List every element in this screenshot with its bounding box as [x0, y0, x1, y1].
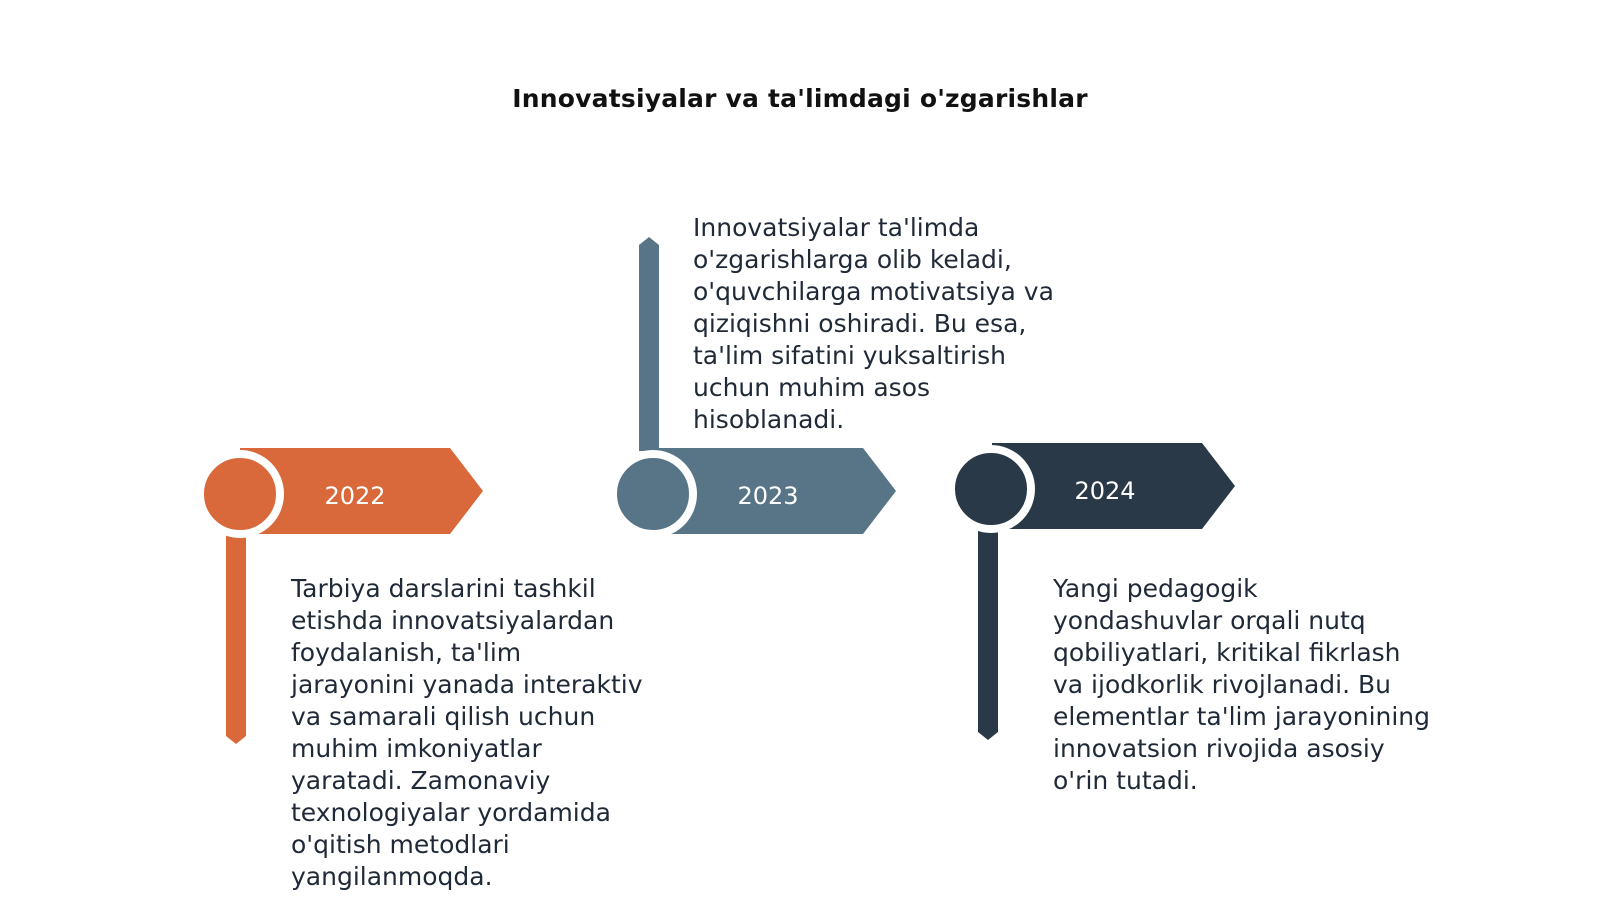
milestone-description: Innovatsiyalar ta'limda o'zgarishlarga olib keladi, o'quvchilarga motivatsiya va qiziqishni oshiradi. Bu esa, ta'lim sifatini yuksaltirish uchun muhim asos hisoblanadi. [693, 213, 1054, 434]
milestone-description: Tarbiya darslarini tashkil etishda innovatsiyalardan foydalanish, ta'lim jarayonini yanada interaktiv va samarali qilish uchun muhim imkoniyatlar yaratadi. Zamonaviy texnologiyalar yordamida o'qitish metodlari yangilanmoqda. [291, 574, 643, 891]
page-title: Innovatsiyalar va ta'limdagi o'zgarishlar [512, 84, 1088, 113]
milestone-stem [638, 237, 660, 451]
milestone-stem [225, 520, 247, 746]
year-label: 2023 [737, 482, 799, 510]
milestone-dot [609, 450, 697, 538]
milestone-description: Yangi pedagogik yondashuvlar orqali nutq qobiliyatlari, kritikal fikrlash va ijodkorlik rivojlanadi. Bu elementlar ta'lim jarayonining innovatsion rivojida asosiy o'rin tutadi. [1053, 574, 1431, 795]
year-label: 2024 [1074, 477, 1136, 505]
milestone-dot [947, 445, 1035, 533]
year-label: 2022 [324, 482, 386, 510]
milestone-dot [196, 450, 284, 538]
milestone-stem [977, 516, 999, 742]
